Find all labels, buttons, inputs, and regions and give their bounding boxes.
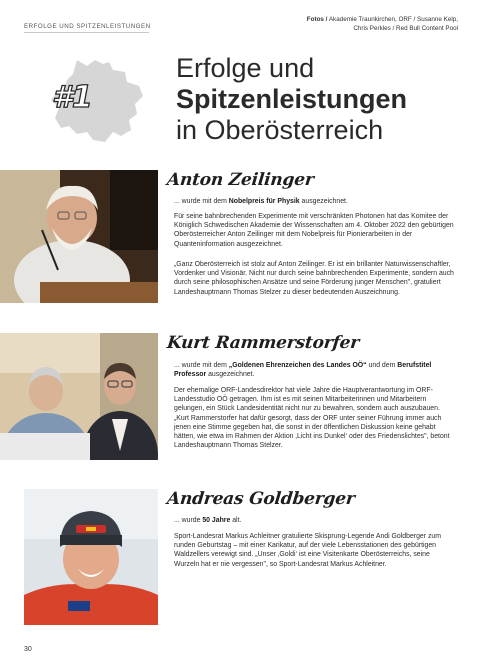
lead-text: alt. bbox=[230, 517, 242, 524]
photo-andreas-goldberger bbox=[24, 489, 158, 625]
paragraph-goldberger-1: Sport-Landesrat Markus Achleitner gratulierte Skisprung-Legende Andi Goldberger zum runden Geburtstag – mit einer Karikatur, auf der viele Lebensstationen des gebürtigen Waldzellers verewigt sind. „Unser ‚Goldi‘ ist eine Visitenkarte Oberösterreichs, seine Wurzeln hat er nie vergessen", so Sport-Landesrat Markus Achleitner. bbox=[174, 533, 441, 568]
photo-kurt-rammerstorfer bbox=[0, 333, 158, 460]
title-line-2: Spitzenleistungen bbox=[176, 84, 408, 114]
paragraph-zeilinger-1: Für seine bahnbrechenden Experimente mit verschränkten Photonen hat das Komitee der Königlich Schwedischen Akademie der Wissenschaften am 4. Oktober 2022 den gebürtigen Oberösterreicher Anton Zeilinger mit dem Nobelpreis für Pionierarbeiten in der Quanteninformation ausgezeichnet. bbox=[174, 213, 454, 248]
lead-text: ... wurde mit dem bbox=[174, 198, 229, 205]
page-title bbox=[176, 53, 466, 146]
page-number: 30 bbox=[24, 646, 32, 653]
paragraph-zeilinger-2: „Ganz Oberösterreich ist stolz auf Anton Zeilinger. Er ist ein brillanter Naturwissenschaftler, Vordenker und Visionär. Nicht nur durch seine bahnbrechenden Experimente, sondern auch durch seine philosophischen Ansätze und seine Förderung junger Menschen", gratuliert Landeshauptmann Thomas Stelzer zu dieser bedeutenden Auszeichnung. bbox=[174, 261, 454, 296]
photo-credits bbox=[228, 16, 458, 33]
lead-highlight: Nobelpreis für Physik bbox=[228, 198, 300, 205]
lead-highlight: Berufstitel Professor bbox=[174, 362, 432, 379]
credits-line2: Chris Perkles / Red Bull Content Pool bbox=[353, 24, 458, 32]
section-label: ERFOLGE UND SPITZENLEISTUNGEN bbox=[24, 23, 151, 30]
photo-anton-zeilinger bbox=[0, 170, 158, 303]
lead-text: ausgezeichnet. bbox=[299, 198, 348, 205]
title-line-1: Erfolge und bbox=[176, 53, 315, 83]
lead-highlight: „Goldenen Ehrenzeichen des Landes OÖ“ bbox=[228, 362, 367, 369]
person-name-rammerstorfer: Kurt Rammerstorfer bbox=[165, 333, 361, 353]
lead-goldberger bbox=[174, 516, 456, 525]
credits-line1: Akademie Traunkirchen, ORF / Susanne Kelp, bbox=[327, 16, 458, 23]
title-line-3: in Oberösterreich bbox=[176, 115, 384, 145]
lead-text: und dem bbox=[366, 362, 398, 369]
person-name-goldberger: Andreas Goldberger bbox=[165, 489, 356, 509]
number-one-badge: #1 bbox=[52, 80, 92, 115]
lead-highlight: 50 Jahre bbox=[202, 517, 231, 524]
section-rule bbox=[24, 32, 149, 33]
paragraph-rammerstorfer-1: Der ehemalige ORF-Landesdirektor hat viele Jahre die Hauptverantwortung im ORF-Landesstudio OÖ getragen. Ihm ist es mit seinen Mitarbeiterinnen und Mitarbeitern gelungen, ein Stück Landesidentität nicht nur zu bewahren, sondern auch auszubauen. „Kurt Rammerstorfer hat dafür gesorgt, dass der ORF unter seiner Führung immer auch jenen eine Stimme gegeben hat, die sonst in der öffentlichen Diskussion keine gehabt hätten, wie etwa im Rahmen der Aktion ‚Licht ins Dunkel‘ oder des Friedenslichtes", betont Landeshauptmann Thomas Stelzer. bbox=[174, 387, 450, 450]
lead-text: ... wurde mit dem bbox=[174, 362, 229, 369]
credits-prefix: Fotos / bbox=[306, 16, 328, 23]
lead-text: ... wurde bbox=[174, 517, 203, 524]
lead-rammerstorfer bbox=[174, 361, 456, 379]
lead-text: ausgezeichnet. bbox=[206, 371, 255, 379]
person-name-zeilinger: Anton Zeilinger bbox=[165, 170, 315, 190]
lead-zeilinger bbox=[174, 197, 456, 206]
